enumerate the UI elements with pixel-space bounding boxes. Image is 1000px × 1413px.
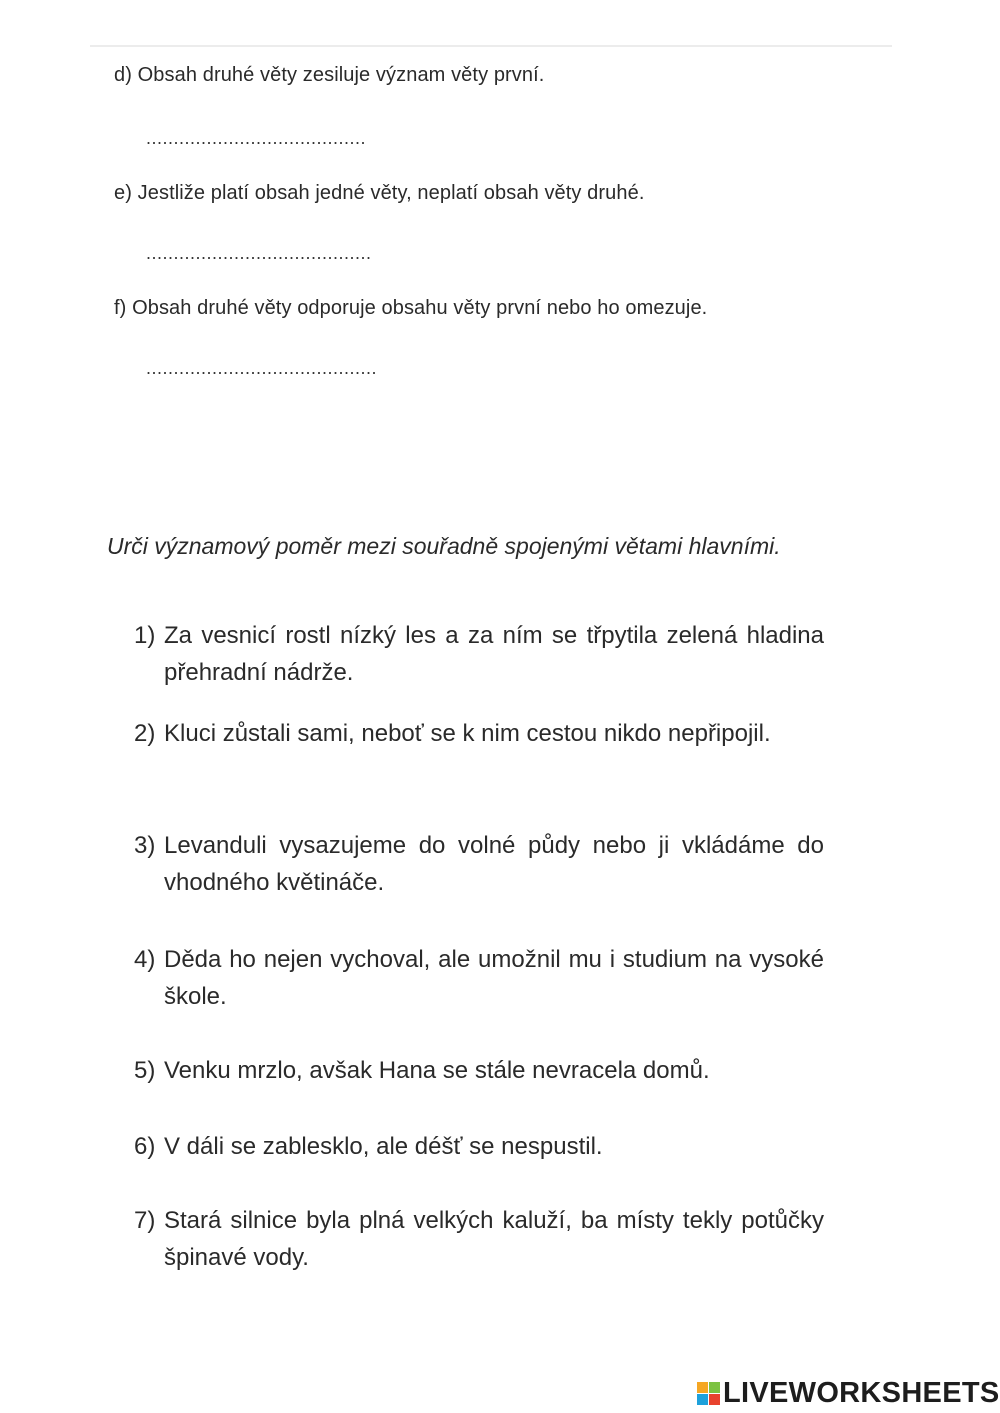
sentence-item-1: [134, 617, 824, 691]
item-text: Děda ho nejen vychoval, ale umožnil mu i studium na vysoké škole.: [164, 946, 824, 1010]
answer-blank-d[interactable]: ........................................: [146, 128, 367, 148]
sentence-item-7: [134, 1202, 824, 1276]
option-f-text: f) Obsah druhé věty odporuje obsahu věty první nebo ho omezuje.: [114, 297, 708, 319]
item-text: Kluci zůstali sami, neboť se k nim cestou nikdo nepřipojil.: [164, 720, 771, 747]
sentence-item-6: [134, 1128, 824, 1165]
top-divider: [90, 45, 892, 47]
answer-blank-e[interactable]: .........................................: [146, 243, 372, 263]
option-e-text: e) Jestliže platí obsah jedné věty, neplatí obsah věty druhé.: [114, 182, 645, 204]
item-number: 5): [134, 1057, 156, 1084]
item-text: Za vesnicí rostl nízký les a za ním se třpytila zelená hladina přehradní nádrže.: [164, 622, 824, 686]
logo-mark-icon: [697, 1382, 720, 1405]
logo-square-green: [709, 1382, 720, 1393]
item-number: 1): [134, 622, 156, 649]
answer-blank-f[interactable]: ..........................................: [146, 358, 378, 378]
item-number: 2): [134, 720, 156, 747]
liveworksheets-logo: [697, 1376, 1000, 1410]
item-number: 7): [134, 1207, 156, 1234]
task-instruction: Urči významový poměr mezi souřadně spojenými větami hlavními.: [107, 533, 781, 559]
item-text: V dáli se zablesklo, ale déšť se nespustil.: [164, 1133, 603, 1160]
item-text: Stará silnice byla plná velkých kaluží, ba místy tekly potůčky špinavé vody.: [164, 1207, 824, 1271]
item-text: Levanduli vysazujeme do volné půdy nebo ji vkládáme do vhodného květináče.: [164, 832, 824, 896]
item-number: 4): [134, 946, 156, 973]
item-text: Venku mrzlo, avšak Hana se stále nevracela domů.: [164, 1057, 710, 1084]
sentence-item-3: [134, 827, 824, 901]
logo-square-blue: [697, 1394, 708, 1405]
sentence-item-5: [134, 1052, 824, 1089]
logo-square-red: [709, 1394, 720, 1405]
sentence-item-4: [134, 941, 824, 1015]
logo-text: LIVEWORKSHEETS: [723, 1376, 1000, 1409]
item-number: 6): [134, 1133, 156, 1160]
logo-square-orange: [697, 1382, 708, 1393]
sentence-item-2: [134, 715, 824, 752]
item-number: 3): [134, 832, 156, 859]
option-d-text: d) Obsah druhé věty zesiluje význam věty první.: [114, 64, 545, 86]
